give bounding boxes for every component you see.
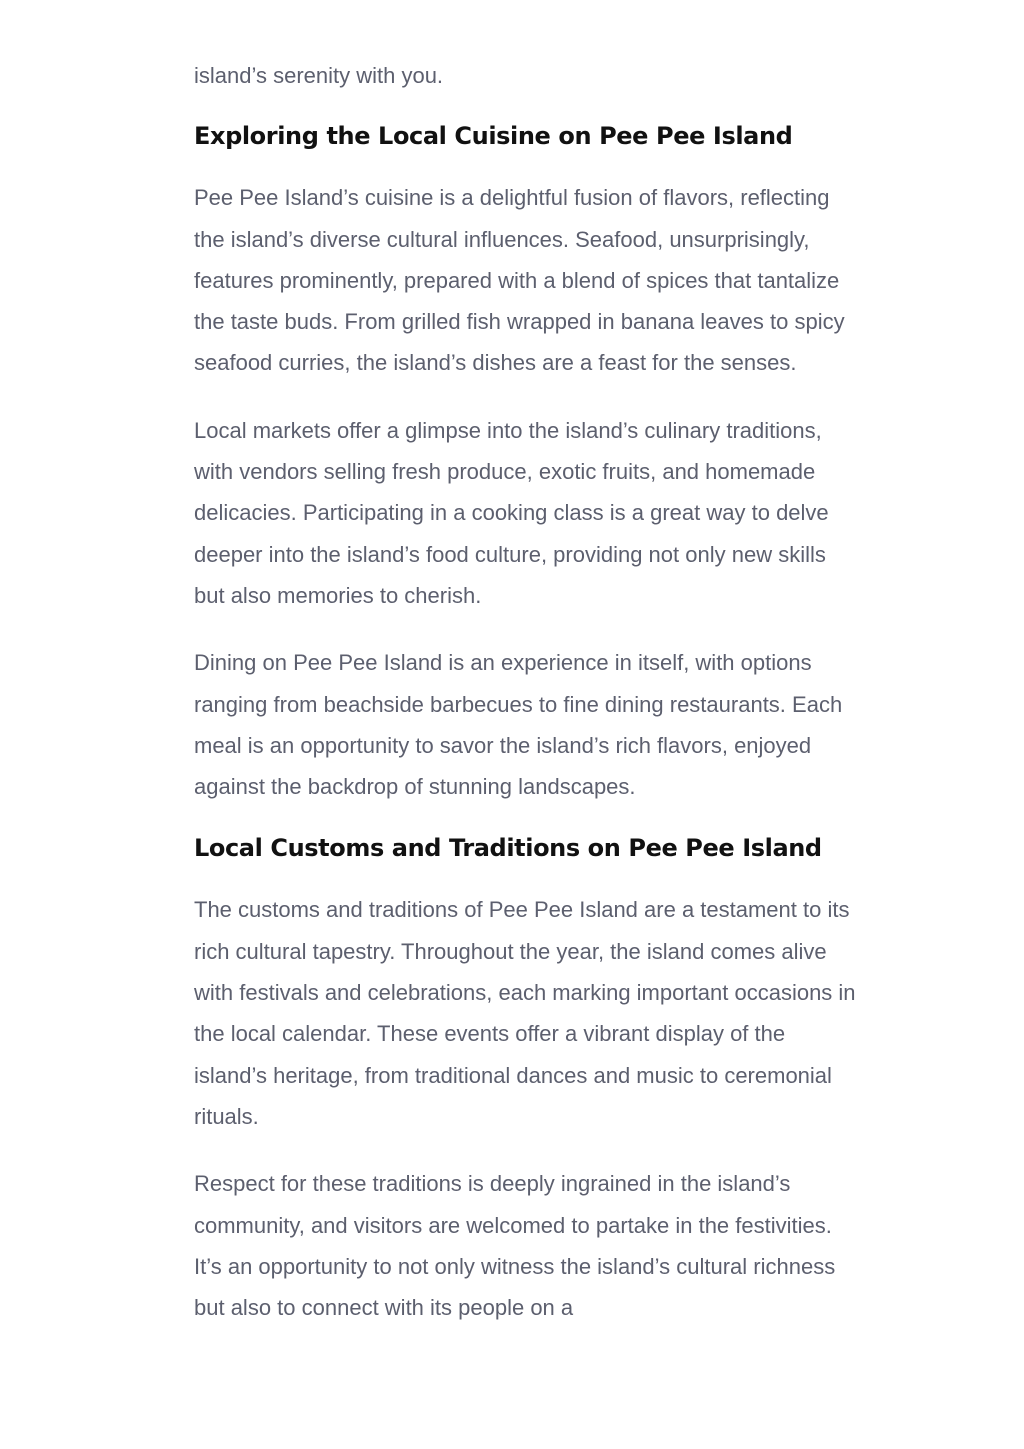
cuisine-heading: Exploring the Local Cuisine on Pee Pee Island xyxy=(194,122,793,151)
cuisine-paragraph: Pee Pee Island’s cuisine is a delightful fusion of flavors, reflecting the island’s diverse cultural influences. Seafood, unsurprisingly, features prominently, prepared with a blend of spices that tantalize the taste buds. From grilled fish wrapped in banana leaves to spicy seafood curries, the island’s dishes are a feast for the senses. xyxy=(194,185,845,376)
dining-paragraph: Dining on Pee Pee Island is an experience in itself, with options ranging from beachside barbecues to fine dining restaurants. Each meal is an opportunity to savor the island’s rich flavors, enjoyed against the backdrop of stunning landscapes. xyxy=(194,650,843,800)
respect-paragraph: Respect for these traditions is deeply ingrained in the island’s community, and visitors are welcomed to partake in the festivities. It’s an opportunity to not only witness the island’s cultural richness but also to connect with its people on a xyxy=(194,1171,836,1321)
intro-paragraph-tail: island’s serenity with you. xyxy=(194,63,444,88)
article-body xyxy=(194,55,862,1328)
customs-paragraph: The customs and traditions of Pee Pee Island are a testament to its rich cultural tapestry. Throughout the year, the island comes alive with festivals and celebrations, each marking important occasions in the local calendar. These events offer a vibrant display of the island’s heritage, from traditional dances and music to ceremonial rituals. xyxy=(194,897,856,1129)
customs-heading: Local Customs and Traditions on Pee Pee Island xyxy=(194,834,822,863)
local-markets-paragraph: Local markets offer a glimpse into the island’s culinary traditions, with vendors selling fresh produce, exotic fruits, and homemade delicacies. Participating in a cooking class is a great way to delve deeper into the island’s food culture, providing not only new skills but also memories to cherish. xyxy=(194,417,829,608)
